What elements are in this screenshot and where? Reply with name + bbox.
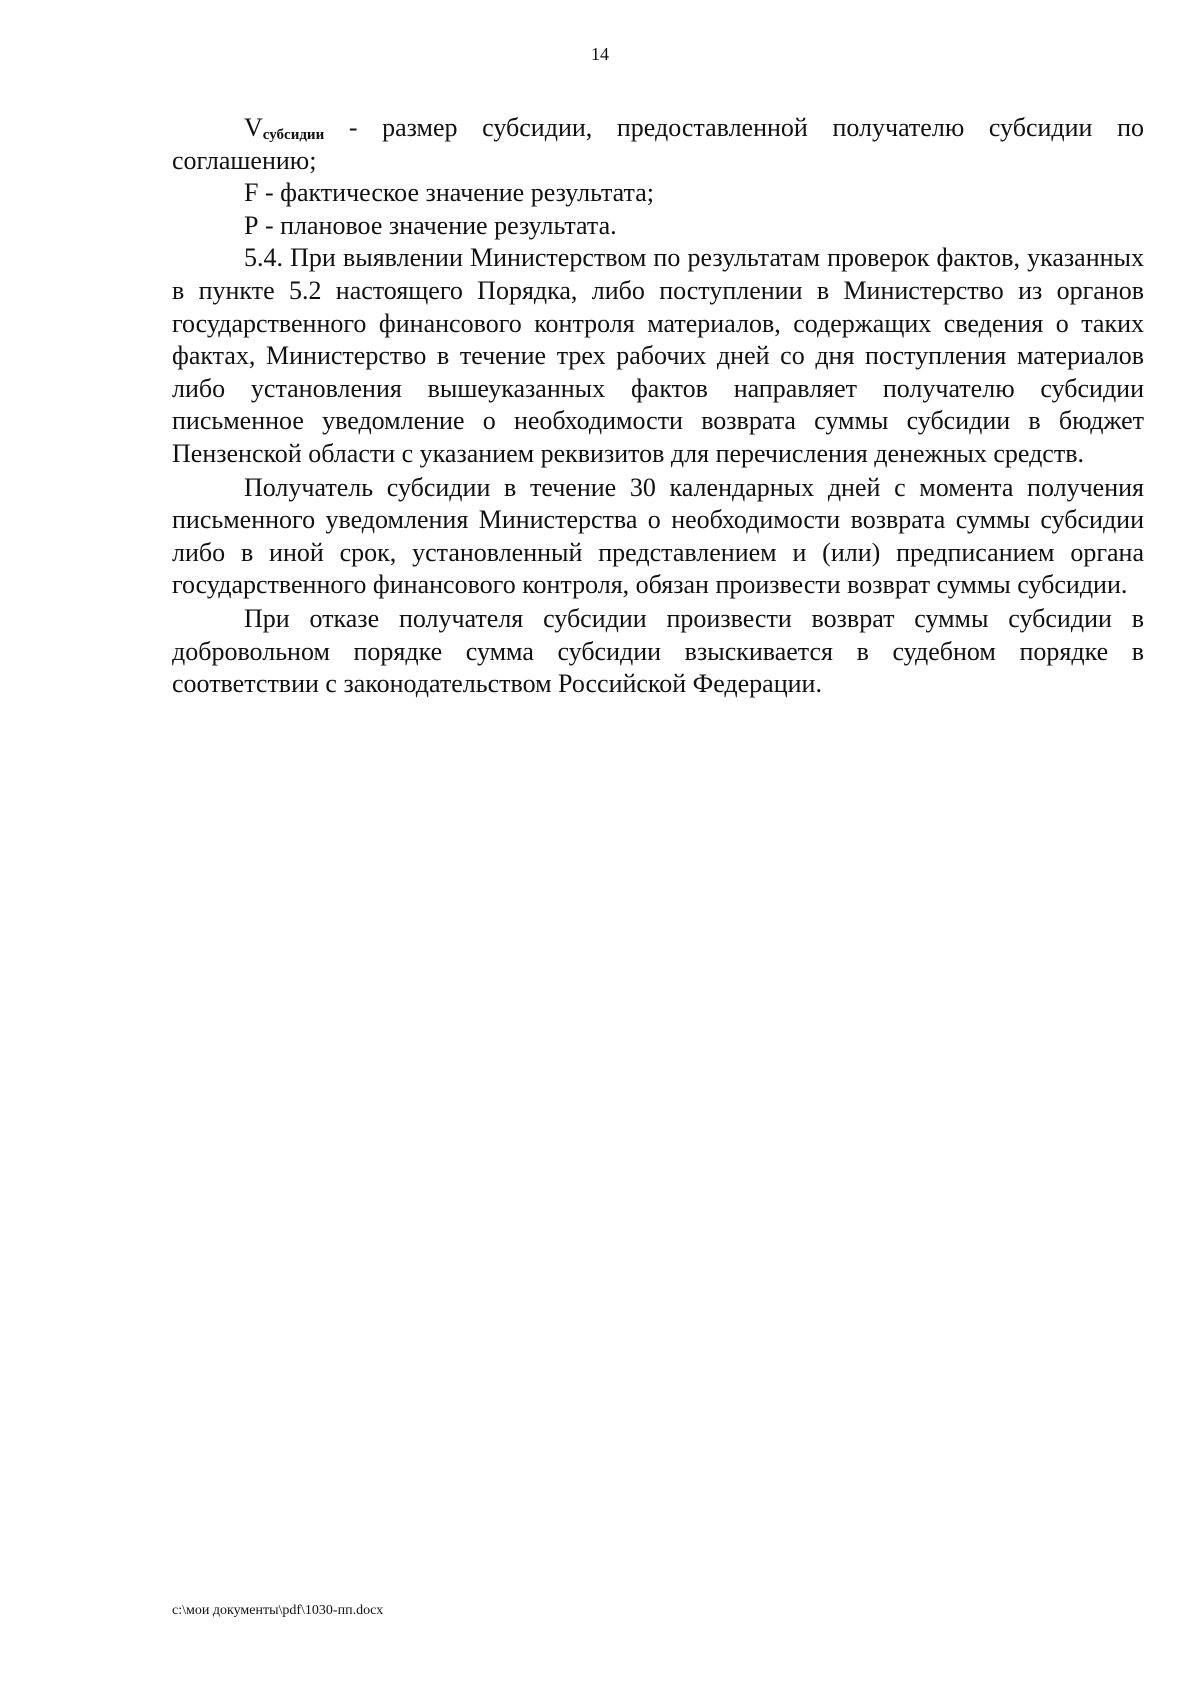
- definition-f: F - фактическое значение результата;: [244, 178, 654, 208]
- definition-v-text: - размер субсидии, предоставленной получателю субсидии по соглашению;: [172, 113, 1144, 175]
- variable-symbol: V: [244, 113, 263, 142]
- paragraph-return: Получатель субсидии в течение 30 календарных дней с момента получения письменного уведомления Министерства о необходимости возврата суммы субсидии либо в иной срок, установленный представлением и (или) предписанием органа государственного финансового контроля, обязан произвести возврат суммы субсидии.: [172, 472, 1144, 600]
- paragraph-refusal: При отказе получателя субсидии произвести возврат суммы субсидии в добровольном порядке сумма субсидии взыскивается в судебном порядке в соответствии с законодательством Российской Федерации.: [172, 603, 1144, 699]
- page-number: 14: [591, 44, 609, 64]
- paragraph-5-4: 5.4. При выявлении Министерством по результатам проверок фактов, указанных в пункте 5.2 настоящего Порядка, либо поступлении в Министерство из органов государственного финансового контроля материалов, содержащих сведения о таких фактах, Министерство в течение трех рабочих дней со дня поступления материалов либо установления вышеуказанных фактов направляет получателю субсидии письменное уведомление о необходимости возврата суммы субсидии в бюджет Пензенской области с указанием реквизитов для перечисления денежных средств.: [172, 243, 1144, 468]
- footer-file-path: c:\мои документы\pdf\1030-пп.docx: [172, 1603, 384, 1618]
- definition-p: Р - плановое значение результата.: [244, 210, 617, 240]
- definition-v: [172, 112, 1144, 177]
- variable-subscript: субсидии: [262, 127, 325, 143]
- document-body: [172, 112, 1144, 701]
